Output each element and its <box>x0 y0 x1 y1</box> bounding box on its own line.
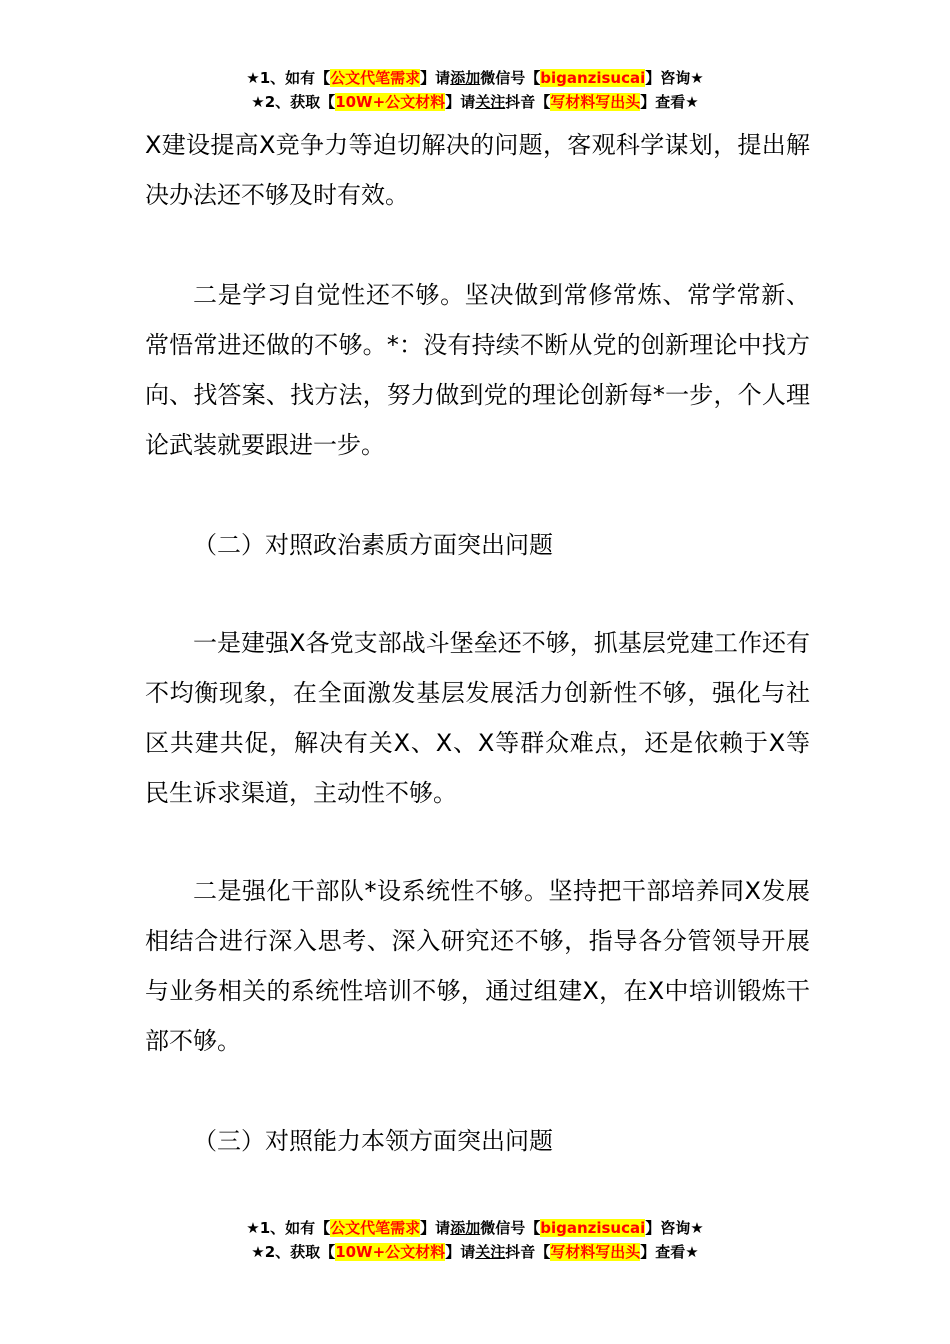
body-paragraph: 二是学习自觉性还不够。坚决做到常修常炼、常学常新、常悟常进还做的不够。*：没有持续不断从党的创新理论中找方向、找答案、找方法，努力做到党的理论创新每*一步，个人理论武装就要跟进一步。 <box>145 281 810 459</box>
footer-banner <box>0 1216 950 1264</box>
banner-line-1: ★1、如有【公文代笔需求】请添加微信号【biganzisucai】咨询★ <box>246 1219 704 1237</box>
highlight-douyin: 写材料写出头 <box>550 93 641 111</box>
banner-line-2: ★2、获取【10W+公文材料】请关注抖音【写材料写出头】查看★ <box>251 1243 699 1261</box>
highlight-wechat-id: biganzisucai <box>540 1219 646 1237</box>
highlight-douyin: 写材料写出头 <box>550 1243 641 1261</box>
section-heading: （二）对照政治素质方面突出问题 <box>193 531 553 559</box>
body-paragraph: X建设提高X竞争力等迫切解决的问题，客观科学谋划，提出解决办法还不够及时有效。 <box>145 131 810 209</box>
highlight-materials: 10W+公文材料 <box>335 1243 446 1261</box>
body-paragraph: 一是建强X各党支部战斗堡垒还不够，抓基层党建工作还有不均衡现象，在全面激发基层发展活力创新性不够，强化与社区共建共促，解决有关X、X、X等群众难点，还是依赖于X等民生诉求渠道，主动性不够。 <box>145 629 810 807</box>
highlight-service: 公文代笔需求 <box>330 69 421 87</box>
banner-line-2: ★2、获取【10W+公文材料】请关注抖音【写材料写出头】查看★ <box>251 93 699 111</box>
section-heading: （三）对照能力本领方面突出问题 <box>193 1127 553 1155</box>
header-banner <box>0 66 950 114</box>
highlight-service: 公文代笔需求 <box>330 1219 421 1237</box>
highlight-materials: 10W+公文材料 <box>335 93 446 111</box>
highlight-wechat-id: biganzisucai <box>540 69 646 87</box>
banner-line-1: ★1、如有【公文代笔需求】请添加微信号【biganzisucai】咨询★ <box>246 69 704 87</box>
body-paragraph: 二是强化干部队*设系统性不够。坚持把干部培养同X发展相结合进行深入思考、深入研究还不够，指导各分管领导开展与业务相关的系统性培训不够，通过组建X，在X中培训锻炼干部不够。 <box>145 877 810 1055</box>
